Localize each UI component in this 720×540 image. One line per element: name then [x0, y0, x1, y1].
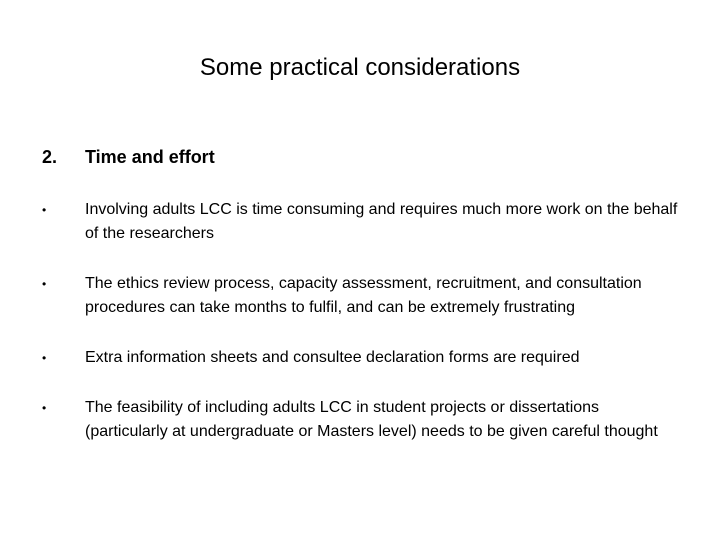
- section-title: Time and effort: [85, 147, 215, 167]
- bullet-text: Extra information sheets and consultee declaration forms are required: [85, 349, 580, 366]
- bullet-text: Involving adults LCC is time consuming and requires much more work on the behalf of the researchers: [85, 201, 678, 242]
- bullet-item: [42, 198, 682, 246]
- bullet-item: [42, 396, 682, 444]
- bullet-icon: •: [42, 203, 47, 217]
- slide-title: Some practical considerations: [199, 54, 521, 81]
- bullet-icon: •: [42, 401, 47, 415]
- bullet-item: [42, 346, 682, 370]
- bullet-list: [42, 198, 682, 470]
- bullet-icon: •: [42, 277, 47, 291]
- bullet-item: [42, 272, 682, 320]
- bullet-icon: •: [42, 351, 47, 365]
- bullet-text: The feasibility of including adults LCC in student projects or dissertations (particularly at undergraduate or Masters level) needs to be given careful thought: [85, 399, 658, 440]
- section-number: 2.: [42, 147, 58, 167]
- section-heading: [42, 144, 682, 170]
- bullet-text: The ethics review process, capacity assessment, recruitment, and consultation procedures can take months to fulfil, and can be extremely frustrating: [85, 275, 642, 316]
